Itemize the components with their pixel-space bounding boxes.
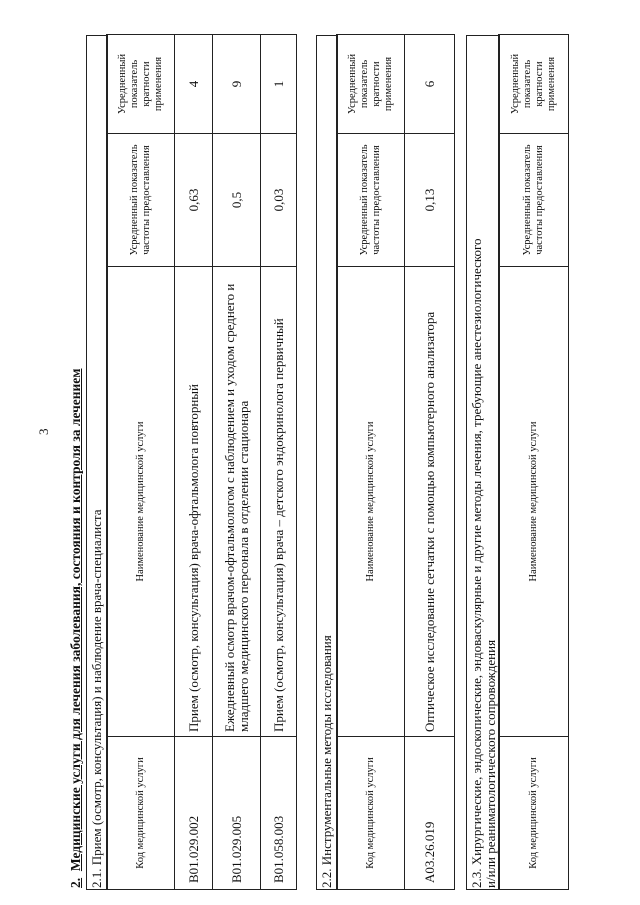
table-2-2-wrap [336, 35, 454, 890]
cell-code: B01.058.003 [261, 737, 297, 890]
header-mult: Усредненный показатель кратности применения [499, 35, 569, 134]
table-header-row [499, 35, 569, 890]
table-2-1-wrap [106, 35, 296, 890]
header-mult: Усредненный показатель кратности применения [107, 35, 175, 134]
cell-code: B01.029.005 [213, 737, 261, 890]
header-name: Наименование медицинской услуги [337, 267, 405, 737]
table-2-1 [106, 34, 297, 890]
cell-mult: 6 [405, 35, 455, 134]
header-name: Наименование медицинской услуги [499, 267, 569, 737]
header-mult: Усредненный показатель кратности применения [337, 35, 405, 134]
subsection-title-2-3: 2.3. Хирургические, эндоскопические, эндоваскулярные и другие методы лечения, требующие анестезиологического и/или реаниматологического сопровождения [466, 35, 500, 890]
cell-name: Прием (осмотр, консультация) врача – детского эндокринолога первичный [261, 267, 297, 737]
table-row [175, 35, 213, 890]
cell-freq: 0,5 [213, 134, 261, 267]
cell-name: Оптическое исследование сетчатки с помощью компьютерного анализатора [405, 267, 455, 737]
cell-name: Прием (осмотр, консультация) врача-офтальмолога повторный [175, 267, 213, 737]
subsection-title-2-1: 2.1. Прием (осмотр, консультация) и наблюдение врача-специалиста [86, 35, 108, 890]
header-freq: Усредненный показатель частоты предоставления [107, 134, 175, 267]
header-name: Наименование медицинской услуги [107, 267, 175, 737]
cell-mult: 4 [175, 35, 213, 134]
cell-code: B01.029.002 [175, 737, 213, 890]
table-row [213, 35, 261, 890]
cell-mult: 9 [213, 35, 261, 134]
table-2-3-wrap [498, 35, 568, 890]
header-freq: Усредненный показатель частоты предоставления [337, 134, 405, 267]
table-row [405, 35, 455, 890]
section-title: Медицинские услуги для лечения заболевания, состояния и контроля за лечением [68, 368, 83, 872]
header-code: Код медицинской услуги [107, 737, 175, 890]
section-number: 2. [68, 877, 83, 888]
header-code: Код медицинской услуги [337, 737, 405, 890]
table-2-3 [498, 34, 569, 890]
cell-mult: 1 [261, 35, 297, 134]
header-code: Код медицинской услуги [499, 737, 569, 890]
header-freq: Усредненный показатель частоты предоставления [499, 134, 569, 267]
table-header-row [337, 35, 405, 890]
cell-code: A03.26.019 [405, 737, 455, 890]
cell-freq: 0,63 [175, 134, 213, 267]
subsection-title-2-2: 2.2. Инструментальные методы исследования [316, 35, 338, 890]
cell-freq: 0,13 [405, 134, 455, 267]
table-row [261, 35, 297, 890]
table-2-2 [336, 34, 455, 890]
cell-freq: 0,03 [261, 134, 297, 267]
cell-name: Ежедневный осмотр врачом-офтальмологом с наблюдением и уходом среднего и младшего медицинского персонала в отделении стационара [213, 267, 261, 737]
table-header-row [107, 35, 175, 890]
